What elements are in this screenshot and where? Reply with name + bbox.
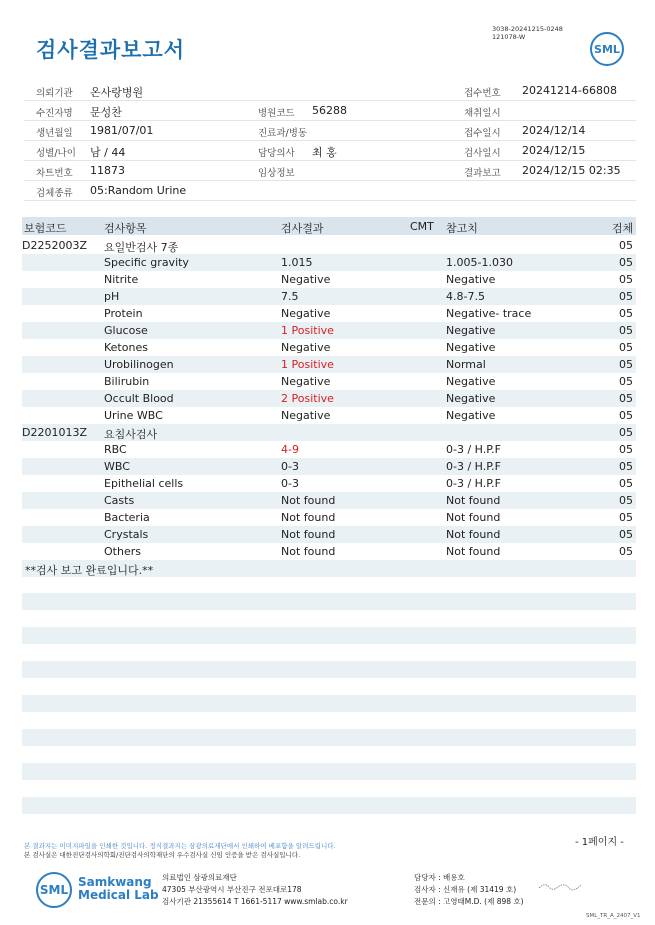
table-row (22, 373, 636, 390)
org-name: 의료법인 삼광의료재단 (162, 873, 237, 882)
cell-result: 7.5 (281, 290, 299, 303)
cell-result: 1.015 (281, 256, 313, 269)
cell-ref: Negative (446, 324, 496, 337)
cell-item: Others (104, 545, 141, 558)
staff-tester: 검사자 : 신재유 (제 31419 호) (414, 885, 517, 894)
cell-ref: 0-3 / H.P.F (446, 443, 501, 456)
hospital-code-label: 병원코드 (258, 108, 295, 119)
cell-spec: 05 (619, 324, 633, 337)
cell-result: Not found (281, 545, 336, 558)
cell-ref: Negative (446, 375, 496, 388)
cell-code: D2252003Z (22, 239, 87, 252)
cell-item: 요침사검사 (104, 428, 158, 441)
cell-item: pH (104, 290, 120, 303)
results-table-header (22, 217, 636, 235)
clinical-label: 임상정보 (258, 168, 295, 179)
document-id-line2: 121078-W (492, 33, 526, 41)
info-row-hospital (24, 80, 636, 101)
name-value: 문성찬 (90, 106, 122, 119)
staff-manager: 담당자 : 배용호 (414, 873, 465, 882)
cell-ref: Not found (446, 511, 501, 524)
header-spec: 검체 (612, 222, 634, 235)
table-row (22, 475, 636, 492)
cell-spec: 05 (619, 358, 633, 371)
doctor-value: 최 홍 (312, 146, 337, 159)
table-row (22, 390, 636, 407)
cell-spec: 05 (619, 528, 633, 541)
org-address: 47305 부산광역시 부산진구 전포대로178 (162, 885, 302, 894)
name-label: 수진자명 (36, 108, 73, 119)
form-code: SML_TR_A_2407_V1 (586, 913, 641, 919)
cell-item: Specific gravity (104, 256, 189, 269)
cell-result: 0-3 (281, 460, 299, 473)
cell-ref: Not found (446, 545, 501, 558)
cell-item: Protein (104, 307, 143, 320)
cell-spec: 05 (619, 290, 633, 303)
table-row (22, 526, 636, 543)
dob-label: 생년월일 (36, 128, 73, 139)
cell-spec: 05 (619, 375, 633, 388)
table-row (22, 441, 636, 458)
cell-spec: 05 (619, 494, 633, 507)
table-row (22, 509, 636, 526)
cell-spec: 05 (619, 392, 633, 405)
table-row (22, 458, 636, 475)
cell-spec: 05 (619, 443, 633, 456)
specimen-value: 05:Random Urine (90, 184, 187, 197)
cell-ref: Normal (446, 358, 486, 371)
blank-row (22, 661, 636, 678)
cell-result: Negative (281, 307, 331, 320)
cell-ref: Not found (446, 494, 501, 507)
cell-ref: Negative (446, 392, 496, 405)
cell-ref: Negative- trace (446, 307, 532, 320)
info-row-chart (24, 160, 636, 181)
cell-spec: 05 (619, 273, 633, 286)
cell-spec: 05 (619, 239, 633, 252)
cell-result: 1 Positive (281, 358, 334, 371)
cell-item: Bilirubin (104, 375, 150, 388)
report-value: 2024/12/15 02:35 (522, 164, 621, 177)
cell-spec: 05 (619, 511, 633, 524)
cell-ref: 1.005-1.030 (446, 256, 513, 269)
cell-result: Negative (281, 409, 331, 422)
doctor-label: 담당의사 (258, 148, 295, 159)
footer-sml-logo: SML (36, 872, 72, 908)
cell-item: Glucose (104, 324, 148, 337)
sexage-label: 성별/나이 (36, 148, 76, 159)
document-id (492, 25, 563, 41)
cell-item: Bacteria (104, 511, 150, 524)
cell-result: 0-3 (281, 477, 299, 490)
brand-line2: Medical Lab (78, 888, 159, 902)
table-row (22, 356, 636, 373)
cell-result: Not found (281, 494, 336, 507)
cell-spec: 05 (619, 341, 633, 354)
specimen-label: 검체종류 (36, 188, 73, 199)
completion-row (22, 560, 636, 577)
receipt-date-value: 2024/12/14 (522, 124, 586, 137)
test-date-value: 2024/12/15 (522, 144, 586, 157)
document-id-line1: 3038-20241215-0248 (492, 25, 563, 33)
cell-spec: 05 (619, 307, 633, 320)
sexage-value: 남 / 44 (90, 146, 126, 159)
cell-result: Negative (281, 341, 331, 354)
table-row (22, 305, 636, 322)
cell-item: WBC (104, 460, 130, 473)
cell-item: Crystals (104, 528, 149, 541)
notice-line-1: 본 결과지는 이미지파일을 인쇄한 것입니다. 정식결과지는 삼광의료재단에서 인쇄하여 배포함을 알려드립니다. (24, 842, 336, 850)
header-item: 검사항목 (104, 222, 147, 235)
cell-result: 1 Positive (281, 324, 334, 337)
brand-name (78, 876, 159, 902)
dept-label: 진료과/병동 (258, 128, 308, 139)
info-row-specimen (24, 180, 636, 201)
table-row (22, 339, 636, 356)
cell-result: 4-9 (281, 443, 299, 456)
cell-ref: 4.8-7.5 (446, 290, 485, 303)
cell-ref: Not found (446, 528, 501, 541)
cell-spec: 05 (619, 426, 633, 439)
info-row-sexage (24, 140, 636, 161)
cell-ref: Negative (446, 273, 496, 286)
cell-result: Negative (281, 273, 331, 286)
cell-spec: 05 (619, 460, 633, 473)
cell-spec: 05 (619, 477, 633, 490)
receipt-no-value: 20241214-66808 (522, 84, 617, 97)
cell-ref: 0-3 / H.P.F (446, 477, 501, 490)
signature-image (537, 880, 587, 892)
page-title: 검사결과보고서 (36, 38, 186, 62)
cell-item: Urine WBC (104, 409, 163, 422)
cell-item: RBC (104, 443, 127, 456)
table-row (22, 254, 636, 271)
cell-result: Negative (281, 375, 331, 388)
cell-item: Ketones (104, 341, 148, 354)
blank-row (22, 593, 636, 610)
table-row (22, 288, 636, 305)
blank-row (22, 763, 636, 780)
cell-code: D2201013Z (22, 426, 87, 439)
table-row (22, 543, 636, 560)
brand-line1: Samkwang (78, 875, 152, 889)
dob-value: 1981/07/01 (90, 124, 154, 137)
cell-spec: 05 (619, 256, 633, 269)
chart-label: 차트번호 (36, 168, 73, 179)
header-cmt: CMT (410, 220, 434, 233)
report-label: 결과보고 (464, 168, 501, 179)
receipt-no-label: 접수번호 (464, 88, 501, 99)
blank-row (22, 695, 636, 712)
blank-row (22, 797, 636, 814)
cell-result: Not found (281, 511, 336, 524)
table-row (22, 322, 636, 339)
collect-label: 채취일시 (464, 108, 501, 119)
page-number: - 1페이지 - (575, 837, 624, 848)
completion-text: **검사 보고 완료입니다.** (25, 564, 154, 577)
cell-spec: 05 (619, 545, 633, 558)
org-contact: 검사기관 21355614 T 1661-5117 www.smlab.co.kr (162, 897, 348, 906)
table-row (22, 271, 636, 288)
header-ref: 참고치 (446, 222, 478, 235)
cell-item: Urobilinogen (104, 358, 174, 371)
table-row (22, 407, 636, 424)
cell-item: Epithelial cells (104, 477, 184, 490)
info-row-dob (24, 120, 636, 141)
cell-ref: 0-3 / H.P.F (446, 460, 501, 473)
cell-item: Occult Blood (104, 392, 174, 405)
info-row-name (24, 100, 636, 121)
header-code: 보험코드 (24, 222, 67, 235)
header-result: 검사결과 (281, 222, 324, 235)
table-row (22, 424, 636, 441)
cell-item: Casts (104, 494, 135, 507)
table-row (22, 237, 636, 254)
cell-result: 2 Positive (281, 392, 334, 405)
cell-ref: Negative (446, 341, 496, 354)
cell-item: 요일반검사 7종 (104, 241, 179, 254)
hospital-label: 의뢰기관 (36, 88, 73, 99)
notice-line-2: 본 검사실은 대한진단검사의학회/진단검사의학재단의 우수검사실 신임 인증을 받은 검사실입니다. (24, 851, 301, 859)
blank-row (22, 627, 636, 644)
test-date-label: 검사일시 (464, 148, 501, 159)
hospital-value: 온사랑병원 (90, 86, 144, 99)
receipt-date-label: 접수일시 (464, 128, 501, 139)
table-row (22, 492, 636, 509)
blank-row (22, 729, 636, 746)
sml-logo: SML (590, 32, 624, 66)
staff-doctor: 전문의 : 고영태M.D. (제 898 호) (414, 897, 524, 906)
cell-result: Not found (281, 528, 336, 541)
cell-item: Nitrite (104, 273, 139, 286)
chart-value: 11873 (90, 164, 125, 177)
cell-spec: 05 (619, 409, 633, 422)
cell-ref: Negative (446, 409, 496, 422)
hospital-code-value: 56288 (312, 104, 347, 117)
